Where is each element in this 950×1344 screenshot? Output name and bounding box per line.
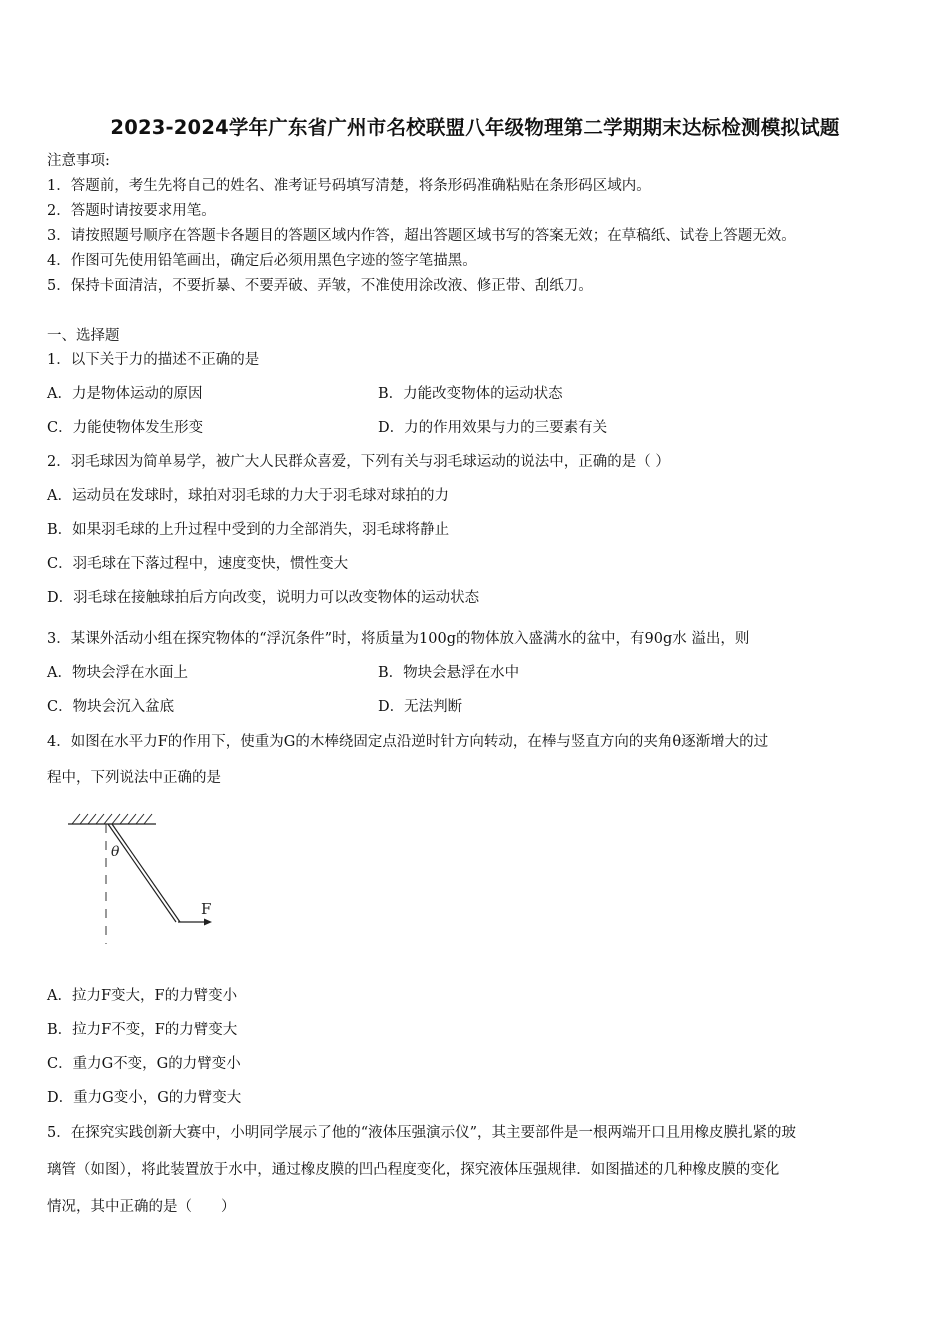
notice-heading: 注意事项: [47,153,110,169]
question-2-option-a: A．运动员在发球时，球拍对羽毛球的力大于羽毛球对球拍的力 [47,488,449,504]
lever-figure [60,808,220,948]
rod-edge-right [112,824,180,922]
question-2-stem: 2．羽毛球因为简单易学，被广大人民群众喜爱，下列有关与羽毛球运动的说法中，正确的是（ ） [47,454,670,470]
question-4-option-a: A．拉力F变大，F的力臂变小 [47,988,238,1004]
question-1-option-d: D．力的作用效果与力的三要素有关 [378,420,608,436]
exam-title: 2023-2024学年广东省广州市名校联盟八年级物理第二学期期末达标检测模拟试题 [110,116,840,139]
question-4-option-d: D．重力G变小，G的力臂变大 [47,1090,242,1106]
ceiling-hatch [72,814,152,824]
question-4-stem-line1: 4．如图在水平力F的作用下，使重为G的木棒绕固定点沿逆时针方向转动，在棒与竖直方向的夹角θ逐渐增大的过 [47,734,769,750]
question-5-stem-line1: 5．在探究实践创新大赛中，小明同学展示了他的“液体压强演示仪”，其主要部件是一根两端开口且用橡皮膜扎紧的玻 [47,1125,797,1141]
notice-item: 5．保持卡面清洁，不要折暴、不要弄破、弄皱，不准使用涂改液、修正带、刮纸刀。 [47,278,593,294]
question-2-option-b: B．如果羽毛球的上升过程中受到的力全部消失，羽毛球将静止 [47,522,450,538]
question-3-option-c: C．物块会沉入盆底 [47,699,175,715]
notice-item: 3．请按照题号顺序在答题卡各题目的答题区域内作答，超出答题区域书写的答案无效；在草稿纸、试卷上答题无效。 [47,228,796,244]
question-1-option-b: B．力能改变物体的运动状态 [378,386,563,402]
notice-item: 1．答题前，考生先将自己的姓名、准考证号码填写清楚，将条形码准确粘贴在条形码区域内。 [47,178,651,194]
question-2-option-c: C．羽毛球在下落过程中，速度变快，惯性变大 [47,556,349,572]
force-f-label: F [201,900,212,918]
question-4-stem-line2: 程中，下列说法中正确的是 [47,770,221,786]
question-3-option-a: A．物块会浮在水面上 [47,665,188,681]
question-2-option-d: D．羽毛球在接触球拍后方向改变，说明力可以改变物体的运动状态 [47,590,480,606]
force-arrowhead [204,919,212,926]
notice-item: 2．答题时请按要求用笔。 [47,203,216,219]
question-3-stem: 3．某课外活动小组在探究物体的“浮沉条件”时，将质量为100g的物体放入盛满水的盆中，有90g水 溢出，则 [47,631,750,647]
question-4-option-b: B．拉力F不变，F的力臂变大 [47,1022,238,1038]
section-heading: 一、选择题 [47,328,120,344]
question-5-stem-line2: 璃管（如图），将此装置放于水中，通过橡皮膜的凹凸程度变化，探究液体压强规律．如图描述的几种橡皮膜的变化 [47,1162,780,1178]
angle-theta-label: θ [111,844,120,860]
question-4-option-c: C．重力G不变，G的力臂变小 [47,1056,241,1072]
question-3-option-d: D．无法判断 [378,699,463,715]
notice-item: 4．作图可先使用铅笔画出，确定后必须用黑色字迹的签字笔描黑。 [47,253,477,269]
question-1-option-a: A．力是物体运动的原因 [47,386,203,402]
rod-edge-left [108,824,176,922]
question-3-option-b: B．物块会悬浮在水中 [378,665,520,681]
question-1-stem: 1．以下关于力的描述不正确的是 [47,352,260,368]
question-5-stem-line3: 情况，其中正确的是（ ） [47,1199,236,1215]
question-1-option-c: C．力能使物体发生形变 [47,420,204,436]
